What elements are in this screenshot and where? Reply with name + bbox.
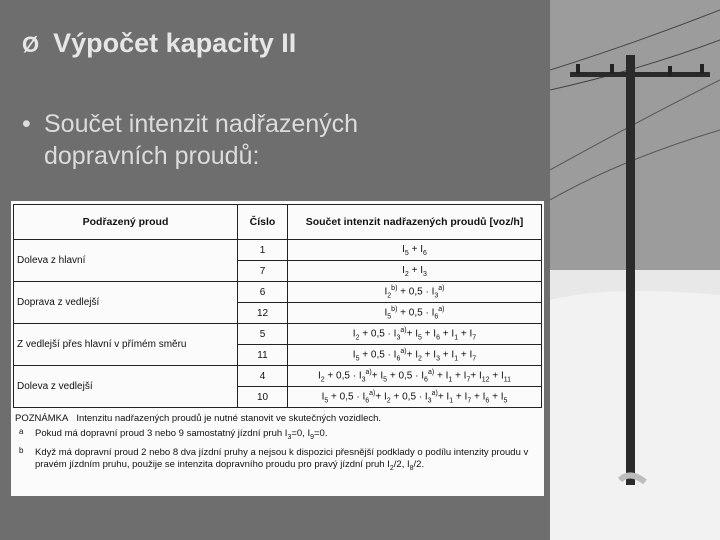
stream-number: 1 bbox=[238, 240, 288, 261]
arrow-bullet-icon: Ø bbox=[22, 32, 40, 57]
bullet-point bbox=[22, 108, 442, 172]
bullet-dot-icon: • bbox=[22, 110, 31, 138]
header-sum-intensities: Součet intenzit nadřazených proudů [voz/h] bbox=[288, 205, 542, 240]
capacity-table-document bbox=[11, 201, 544, 496]
stream-number: 5 bbox=[238, 324, 288, 345]
note-heading bbox=[15, 413, 540, 425]
utility-pole-image bbox=[550, 0, 720, 540]
stream-label: Doleva z vedlejší bbox=[14, 366, 238, 408]
stream-number: 6 bbox=[238, 282, 288, 303]
footnote-mark: b bbox=[19, 445, 24, 455]
footnote-mark: a bbox=[19, 427, 24, 436]
stream-number: 12 bbox=[238, 303, 288, 324]
footnote-text: Když má dopravní proud 2 nebo 8 dva jízdní pruhy a nejsou k dispozici přesnější podklady o podílu intenzity proudu v pravém jízdním pruhu, použije se intenzita dopravního proudu pro pravý jízdní pruh $I_2/2$, $I_8/2$. bbox=[35, 446, 529, 472]
table-note bbox=[15, 413, 540, 475]
stream-label: Z vedlejší přes hlavní v přímém směru bbox=[14, 324, 238, 366]
stream-label: Doleva z hlavní bbox=[14, 240, 238, 282]
header-subordinate-stream: Podřazený proud bbox=[14, 205, 238, 240]
table-row bbox=[14, 240, 542, 261]
slide-title-text: Výpočet kapacity II bbox=[53, 28, 297, 58]
intensity-formula: $I_5 + 0,5 \cdot I_6^{a)}+ I_2 + I_3 + I_1 + I_7$ bbox=[288, 345, 542, 366]
table-row bbox=[14, 366, 542, 387]
stream-number: 10 bbox=[238, 387, 288, 408]
note-label: POZNÁMKA bbox=[15, 413, 69, 424]
table-body bbox=[14, 240, 542, 408]
intensity-formula: $I_5 + 0,5 \cdot I_6^{a)}+ I_2 + 0,5 \cdot I_3^{a)}+ I_1 + I_7 + I_6 + I_5$ bbox=[288, 387, 542, 408]
bullet-text: Součet intenzit nadřazených dopravních proudů: bbox=[44, 110, 359, 170]
intensity-formula: $I_2 + I_3$ bbox=[288, 261, 542, 282]
stream-number: 11 bbox=[238, 345, 288, 366]
footnote bbox=[15, 447, 540, 475]
utility-pole-photo bbox=[550, 0, 720, 540]
intensity-formula: $I_2^{b)} + 0,5 \cdot I_3^{a)}$ bbox=[288, 282, 542, 303]
table-row bbox=[14, 282, 542, 303]
stream-label: Doprava z vedlejší bbox=[14, 282, 238, 324]
stream-number: 7 bbox=[238, 261, 288, 282]
header-number: Číslo bbox=[238, 205, 288, 240]
footnote bbox=[15, 428, 540, 444]
table-header-row bbox=[14, 205, 542, 240]
intensity-formula: $I_5 + I_6$ bbox=[288, 240, 542, 261]
slide-title bbox=[22, 28, 296, 59]
footnotes bbox=[15, 428, 540, 475]
stream-number: 4 bbox=[238, 366, 288, 387]
intensity-formula: $I_5^{b)} + 0,5 \cdot I_6^{a)}$ bbox=[288, 303, 542, 324]
note-text: Intenzitu nadřazených proudů je nutné stanovit ve skutečných vozidlech. bbox=[76, 413, 382, 424]
intensity-formula: $I_2 + 0,5 \cdot I_3^{a)}+ I_5 + 0,5 \cdot I_6^{a)} + I_1 + I_7+ I_{12} + I_{11}$ bbox=[288, 366, 542, 387]
intensity-formula: $I_2 + 0,5 \cdot I_3^{a)}+ I_5 + I_6 + I_1 + I_7$ bbox=[288, 324, 542, 345]
capacity-table bbox=[13, 204, 542, 408]
table-row bbox=[14, 324, 542, 345]
footnote-text: Pokud má dopravní proud 3 nebo 9 samostatný jízdní pruh $I_3=0$, $I_9=0$. bbox=[35, 428, 328, 441]
